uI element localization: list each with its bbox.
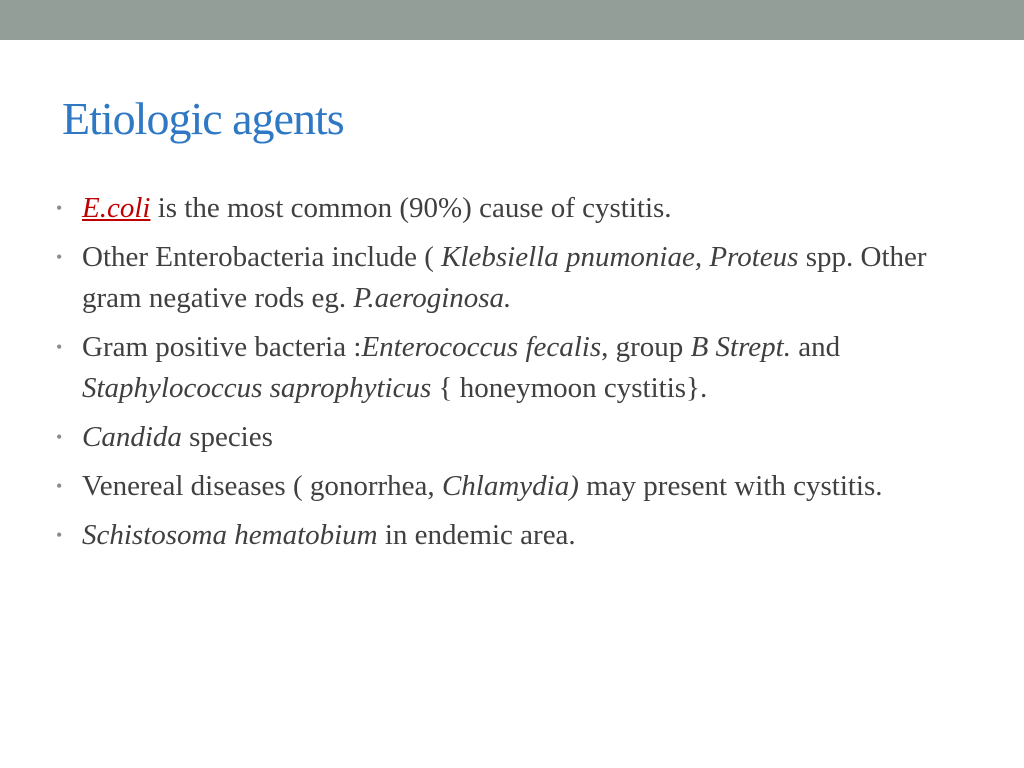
bullet-text: { honeymoon cystitis}. bbox=[431, 372, 708, 404]
bullet-text: Other Enterobacteria include ( bbox=[82, 241, 442, 273]
bullet-item-ecoli bbox=[56, 188, 956, 229]
bullet-text: species bbox=[181, 421, 273, 453]
organism-paeroginosa: P.aeroginosa. bbox=[353, 282, 512, 314]
bullet-text: spp. Other gram negative rods eg. bbox=[82, 241, 927, 314]
bullet-dot-icon: • bbox=[56, 198, 63, 218]
bullet-item-enterobacteria bbox=[56, 237, 956, 319]
organism-b-strept: B Strept. bbox=[690, 331, 791, 363]
bullet-dot-icon: • bbox=[56, 476, 63, 496]
organism-candida: Candida bbox=[82, 421, 182, 453]
bullet-item-gram-positive bbox=[56, 327, 956, 409]
bullet-text: may present with cystitis. bbox=[578, 470, 883, 502]
bullet-text: and bbox=[790, 331, 841, 363]
bullet-text: Gram positive bacteria : bbox=[82, 331, 362, 363]
bullet-item-schistosoma bbox=[56, 515, 956, 556]
organism-enterococcus: Enterococcus fecalis bbox=[361, 331, 602, 363]
organism-chlamydia: Chlamydia) bbox=[441, 470, 579, 502]
bullet-text: Venereal diseases ( gonorrhea, bbox=[82, 470, 442, 502]
slide-title: Etiologic agents bbox=[62, 93, 344, 144]
bullet-dot-icon: • bbox=[56, 247, 63, 267]
bullet-dot-icon: • bbox=[56, 337, 63, 357]
bullet-dot-icon: • bbox=[56, 427, 63, 447]
organism-schistosoma: Schistosoma hematobium bbox=[82, 519, 378, 551]
bullet-dot-icon: • bbox=[56, 525, 63, 545]
bullet-item-candida bbox=[56, 417, 956, 458]
organism-staphylococcus: Staphylococcus saprophyticus bbox=[82, 372, 432, 404]
bullet-text: in endemic area. bbox=[377, 519, 576, 551]
bullet-text: is the most common (90%) cause of cystitis. bbox=[150, 192, 672, 224]
top-bar bbox=[0, 0, 1024, 40]
bullet-list bbox=[56, 188, 956, 564]
organism-klebsiella-proteus: Klebsiella pnumoniae, Proteus bbox=[441, 241, 799, 273]
organism-ecoli: E.coli bbox=[82, 192, 151, 224]
bullet-item-venereal bbox=[56, 466, 956, 507]
bullet-text: , group bbox=[601, 331, 691, 363]
